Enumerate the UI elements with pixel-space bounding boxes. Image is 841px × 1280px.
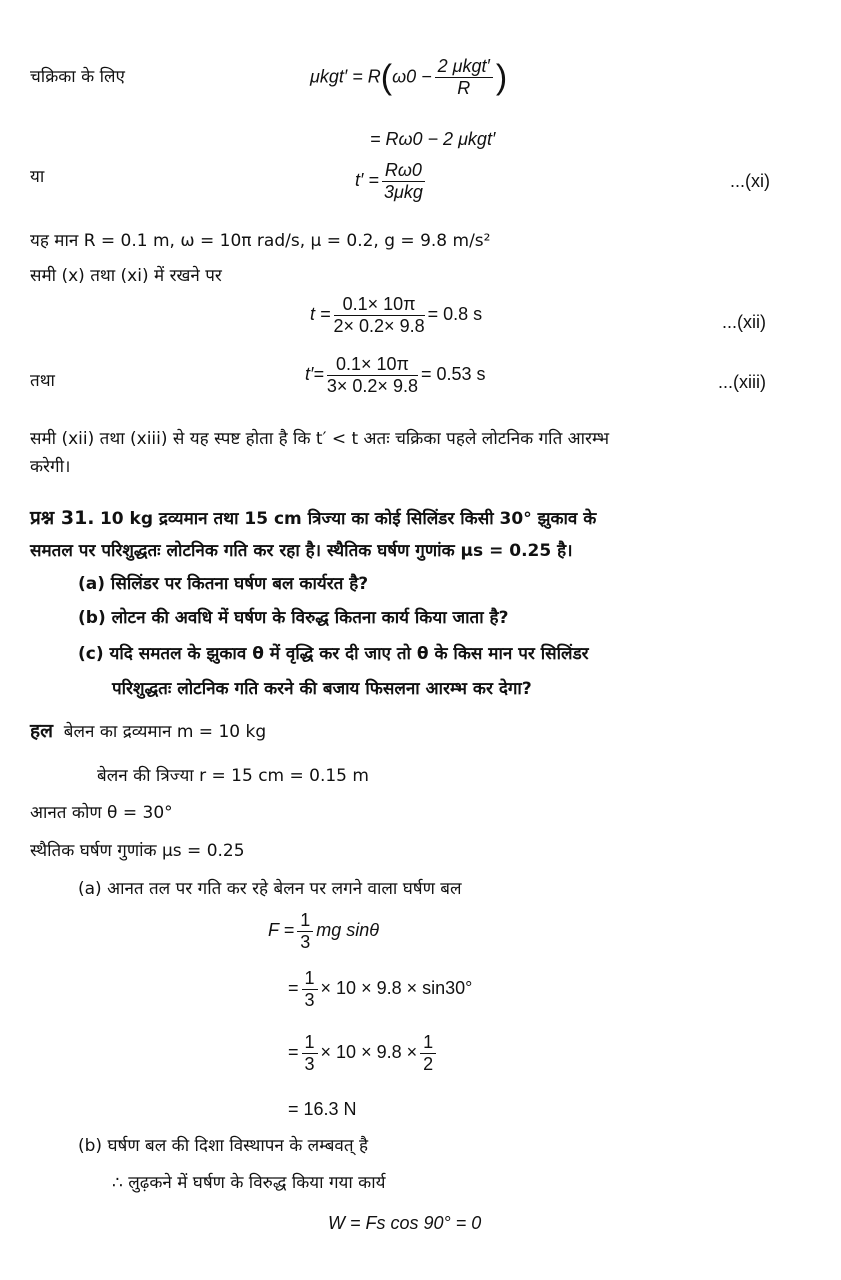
substitute-line: समी (x) तथा (xi) में रखने पर bbox=[30, 266, 222, 286]
eq5-den: 3× 0.2× 9.8 bbox=[326, 375, 418, 396]
solution-radius: बेलन की त्रिज्या r = 15 cm = 0.15 m bbox=[97, 766, 369, 786]
f2-num: 1 bbox=[302, 968, 318, 990]
equation-2: = Rω0 − 2 μkgt′ bbox=[370, 129, 496, 149]
values-line: यह मान R = 0.1 m, ω = 10π rad/s, μ = 0.2, g = 9.8 m/s² bbox=[30, 231, 491, 251]
solution-label: हल bbox=[30, 720, 53, 742]
eq1-lhs: μkgt′ = R bbox=[310, 66, 381, 87]
solution-mass: बेलन का द्रव्यमान m = 10 kg bbox=[63, 722, 267, 742]
eq3-tag: ...(xi) bbox=[730, 171, 770, 191]
f1-den: 3 bbox=[300, 931, 311, 952]
question-part-a: (a) सिलिंडर पर कितना घर्षण बल कार्यरत है? bbox=[78, 574, 369, 594]
therefore-line: ∴ लुढ़कने में घर्षण के विरुद्ध किया गया कार्य bbox=[112, 1173, 386, 1193]
eq4-tag: ...(xii) bbox=[722, 312, 766, 332]
eq5-fraction bbox=[327, 354, 418, 397]
eq5-tag: ...(xiii) bbox=[718, 372, 766, 392]
conclusion-line-2: करेगी। bbox=[30, 457, 71, 477]
eq1-paren-close: ) bbox=[495, 58, 508, 97]
solution-part-b: (b) घर्षण बल की दिशा विस्थापन के लम्बवत् है bbox=[78, 1136, 369, 1156]
f1-rhs: mg sinθ bbox=[316, 920, 379, 940]
equation-4 bbox=[310, 292, 482, 337]
f3-fraction-b bbox=[420, 1032, 436, 1075]
question-line-2: समतल पर परिशुद्धतः लोटनिक गति कर रहा है। स्थैतिक घर्षण गुणांक μs = 0.25 है। bbox=[30, 541, 573, 561]
f3-num-b: 1 bbox=[420, 1032, 436, 1054]
question-line-1 bbox=[30, 507, 596, 530]
friction-eq-2 bbox=[288, 966, 472, 1011]
friction-eq-1 bbox=[268, 908, 379, 953]
f1-num: 1 bbox=[297, 910, 313, 932]
work-equation: W = Fs cos 90° = 0 bbox=[328, 1213, 482, 1233]
eq3-lhs: t′ = bbox=[355, 170, 379, 190]
question-label: प्रश्न 31. bbox=[30, 507, 95, 529]
equation-3 bbox=[355, 158, 428, 203]
eq4-fraction bbox=[334, 294, 425, 337]
eq1-frac-num: 2 μkgt′ bbox=[435, 56, 493, 78]
solution-mu: स्थैतिक घर्षण गुणांक μs = 0.25 bbox=[30, 841, 245, 861]
eq5-rhs: = 0.53 s bbox=[420, 364, 486, 384]
solution-mass-line bbox=[30, 720, 266, 743]
eq1-fraction bbox=[435, 56, 493, 99]
eq3-fraction bbox=[382, 160, 425, 203]
eq4-rhs: = 0.8 s bbox=[427, 304, 483, 324]
label-ya: या bbox=[30, 167, 45, 187]
f3-den-a: 3 bbox=[304, 1053, 315, 1074]
friction-eq-3 bbox=[288, 1030, 439, 1075]
question-text-1: 10 kg द्रव्यमान तथा 15 cm त्रिज्या का कोई सिलिंडर किसी 30° झुकाव के bbox=[99, 509, 597, 529]
f3-num-a: 1 bbox=[302, 1032, 318, 1054]
question-part-c-1: (c) यदि समतल के झुकाव θ में वृद्धि कर दी जाए तो θ के किस मान पर सिलिंडर bbox=[78, 644, 589, 664]
eq3-den: 3μkg bbox=[383, 181, 423, 202]
eq3-num: Rω0 bbox=[382, 160, 425, 182]
f2-eq: = bbox=[288, 978, 299, 998]
f3-fraction-a bbox=[302, 1032, 318, 1075]
f2-den: 3 bbox=[304, 989, 315, 1010]
f3-eq: = bbox=[288, 1042, 299, 1062]
f1-lhs: F = bbox=[268, 920, 295, 940]
eq4-num: 0.1× 10π bbox=[334, 294, 425, 316]
eq1-frac-den: R bbox=[457, 78, 471, 98]
f3-den-b: 2 bbox=[423, 1053, 434, 1074]
question-part-c-2: परिशुद्धतः लोटनिक गति करने की बजाय फिसलना आरम्भ कर देगा? bbox=[112, 679, 532, 699]
equation-1 bbox=[310, 56, 507, 99]
eq5-lhs: t′= bbox=[305, 364, 324, 384]
solution-part-a: (a) आनत तल पर गति कर रहे बेलन पर लगने वाला घर्षण बल bbox=[78, 879, 462, 899]
label-tatha: तथा bbox=[30, 371, 55, 391]
eq4-den: 2× 0.2× 9.8 bbox=[333, 315, 425, 336]
f1-fraction bbox=[297, 910, 313, 953]
f3-mid: × 10 × 9.8 × bbox=[320, 1042, 418, 1062]
eq5-num: 0.1× 10π bbox=[327, 354, 418, 376]
label-chakrika: चक्रिका के लिए bbox=[30, 67, 125, 87]
eq4-lhs: t = bbox=[310, 304, 331, 324]
friction-result: = 16.3 N bbox=[288, 1099, 357, 1119]
solution-angle: आनत कोण θ = 30° bbox=[30, 803, 173, 823]
f2-fraction bbox=[302, 968, 318, 1011]
equation-5 bbox=[305, 352, 486, 397]
question-part-b: (b) लोटन की अवधि में घर्षण के विरुद्ध कितना कार्य किया जाता है? bbox=[78, 608, 509, 628]
eq1-paren-open: ( bbox=[380, 58, 393, 97]
conclusion-line-1: समी (xii) तथा (xiii) से यह स्पष्ट होता है कि t′ < t अतः चक्रिका पहले लोटनिक गति आरम्भ bbox=[30, 429, 610, 449]
eq1-omega: ω0 − bbox=[392, 66, 432, 87]
f2-rhs: × 10 × 9.8 × sin30° bbox=[320, 978, 473, 998]
